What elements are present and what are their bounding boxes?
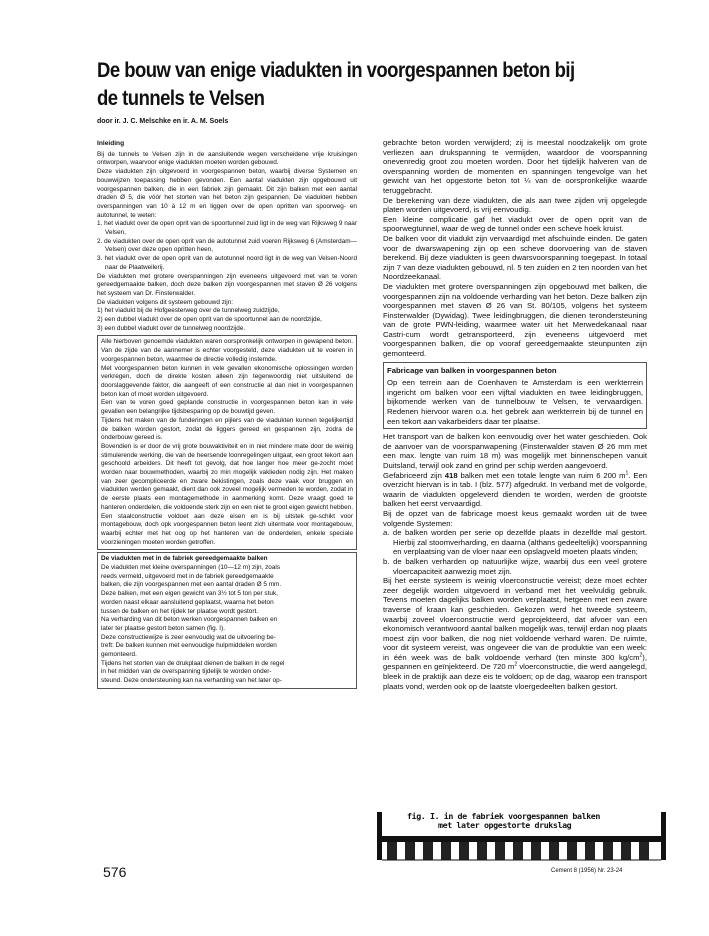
section-heading-inleiding: Inleiding: [97, 140, 125, 147]
deck-slab: [382, 836, 661, 842]
superscript: 2: [639, 652, 643, 659]
right-column: [383, 138, 647, 793]
authors: door ir. J. C. Melschke en ir. A. M. Soels: [97, 118, 229, 125]
paragraph: De berekening van deze viadukten, die als aan twee zijden vrij opgelegde platen worden uitgevoerd, is vrij eenvoudig.: [383, 195, 647, 215]
paragraph: De viadukten volgens dit systeem gebouwd zijn:: [97, 298, 234, 306]
page-number: 576: [103, 864, 127, 880]
text-run: vloerconstructie, die werd aangelegd, bleek in de praktijk aan deze eis te voldoen; op de dag, waarop een transport plaats vond, werden ook op de laatste vloergedeelten balken gestort.: [383, 662, 647, 691]
text-box-fabricage: [383, 362, 647, 430]
paragraph: Bovendien is er door de vrij grote bouwaktiviteit en in niet mindere mate door de weinig stimulerende werking, die van de heersende loonregelingen uitgaat, een groot tekort aan geschoold arbeiders. Dit heeft tot gevolg, dat hoe langer hoe meer ge-zocht moet worden naar bouwmethoden, waarbij zo min mogelijk vaklieden nodig zijn. Het maken van zeer gecompliceerde en zware bekistingen, zoals deze vaak voor bruggen en viadukten werden gemaakt, dient dan ook zoveel mogelijk vermeden te worden, zodat in de eerste plaats een montagemethode in aanmerking komt. Deze vraagt goed te hanteren onderdelen, die voldoende sterk zijn en een niet te groot eigen gewicht hebben. Een staalconstructie voldoet aan deze eisen en is bij uitstek ge-schikt voor montagebouw, doch opk voorgespannen beton leent zich uitermate voor montagebouw, waarbij echter met het oog op het hanteren van de onderdelen, enkele speciale voorzieningen moeten worden getroffen.: [101, 442, 353, 546]
paragraph: De viadukten met grotere overspanningen zijn eveneens uitgevoerd met van te voren gereedgemaakte balken, doch deze balken zijn voorgespannen met staven Ø 26 volgens het systeem van Dr. Finsterwalder.: [97, 272, 357, 297]
paragraph: Een van te voren goed geplande constructie in voorgespannen beton kan in vele gevallen een belangrijke tijdsbesparing op de bouwtijd geven.: [101, 399, 353, 416]
box-line: Na verharding van dit beton werken voorgespannen balken en: [101, 616, 278, 624]
figure-1: [377, 808, 667, 864]
box-line: balken, die zijn voorgespannen met een aantal draden Ø 5 mm.: [101, 581, 282, 589]
paragraph: [383, 471, 647, 509]
paragraph: Deze viadukten zijn uitgevoerd in voorgespannen beton, waarbij diverse Systemen en bouwwijzen toepassing hebben gevonden. Een aantal viadukten zijn opgebouwd uit voorgespannen balken, die in een fabriek zijn gemaakt. Dit zijn balken met een aantal draden Ø 5, die vóór het storten van het beton zijn gespannen. De viadukten hebben overspanningen van 10 à 12 m en liggen over de open opritten van spoorweg- en autotunnel, te weten:: [97, 168, 357, 219]
section-heading-fabriek: De viadukten met in de fabriek gereedgemaakte balken: [101, 555, 268, 563]
box-line: Deze balken, met een eigen gewicht van 3½ tot 5 ton per stuk,: [101, 590, 278, 598]
paragraph: Alle hierboven genoemde viadukten waren oorspronkelijk ontworpen in gewapend beton. Van de zijde van de aannemer is echter voorgesteld, deze viadukten uit te voeren in voorgespannen beton, waarmee de directie volledig instemde.: [101, 338, 353, 363]
list-item: 2. de viadukten over de open oprit van de autotunnel zuid voeren Rijksweg 6 (Amsterdam—Velsen) over deze open opritten heen,: [97, 237, 357, 254]
text-box-fabriek: [97, 552, 357, 689]
box-line: Deze constructiewijze is zeer eenvoudig wat de uitvoering be-: [101, 633, 276, 641]
figure-caption: [407, 812, 600, 830]
text-run: . Een overzicht hiervan is in tab. I (blz. 577) afgedrukt. In verband met de volgorde, waarin de viadukten opgeleverd dienden te worden, werden de grootste balken het eerst vervaardigd.: [383, 470, 647, 509]
box-line: treft: De balken kunnen met eenvoudige hulpmiddelen worden: [101, 642, 277, 650]
paragraph: Een kleine complicatie gaf het viadukt over de open oprit van de spoorwegtunnel, waar de weg de tunnel onder een scheve hoek kruist.: [383, 214, 647, 234]
list-item: a. de balken worden per serie op dezelfde plaats in dezelfde mal gestort. Hierbij zal stoomverharding, en daarna (althans gedeeltelijk) voorspanning en verplaatsing van de vloer naar een opslagveld moeten plaats vinden;: [383, 528, 647, 557]
beam-ribs: [387, 842, 649, 860]
list-item: 1) het viadukt bij de Hofgeesterweg over de tunnelweg zuidzijde,: [97, 307, 280, 315]
list-item: 3) een dubbel viadukt over de tunnelweg noordzijde.: [97, 324, 246, 332]
right-abutment: [661, 812, 666, 860]
box-line: reeds vermeld, uitgevoerd met in de fabriek gereedgemaakte: [101, 572, 274, 580]
box-line: Tijdens het storten van de drukplaat dienen de balken in de regel: [101, 659, 285, 667]
section-heading-fabricage: Fabricage van balken in voorgespannen beton: [387, 365, 557, 375]
paragraph: Op een terrein aan de Coenhaven te Amsterdam is een werkterrein ingericht om balken voor een vijftal viadukten en twee leidingbruggen, bijkomende werken van de tunnelbouw te Velsen, te vervaardigen. Redenen hiervoor waren o.a. het gebrek aan werkterrein bij de tunnel en een tekort aan vakarbeiders daar ter plaatse.: [387, 378, 643, 426]
beam-count: 418: [444, 470, 458, 480]
paragraph: Bij de opzet van de fabricage moest keus gemaakt worden uit de twee volgende Systemen:: [383, 508, 647, 528]
paragraph: Bij de tunnels te Velsen zijn in de aansluitende wegen verscheidene vrije kruisingen ontworpen, waarvoor enige viadukten moeten worden gebouwd.: [97, 150, 357, 167]
text-run: Gefabriceerd zijn: [383, 470, 445, 480]
left-abutment: [377, 812, 382, 860]
text-run: ), gespannen en geïnjekteerd. De 720 m: [383, 652, 647, 672]
box-line: De viadukten met kleine overspanningen (10—12 m) zijn, zoals: [101, 564, 281, 572]
journal-footer: Cement 8 (1956) Nr. 23-24: [551, 868, 623, 874]
paragraph: [383, 576, 647, 691]
superscript: 1: [625, 470, 629, 477]
box-line: tussen de balken en het rijdek ter plaatse wordt gestort.: [101, 607, 259, 615]
paragraph: Tijdens het maken van de funderingen en pijlers van de viadukten kunnen tegelijkertijd de balken worden gestort, zodat de liggers gereed en gespannen zijn, zodra de onderbouw gereed is.: [101, 416, 353, 442]
caption-line: fig. I. in de fabriek voorgespannen balken: [407, 811, 600, 821]
text-run: balken met een totale lengte van ruim 6 200 m: [457, 470, 626, 480]
list-item: b. de balken verharden op natuurlijke wijze, waarbij dus een veel grotere vloercapaciteit aanwezig moet zijn.: [383, 556, 647, 576]
article-title: De bouw van enige viadukten in voorgespannen beton bij de tunnels te Velsen: [97, 58, 575, 110]
paragraph: gebrachte beton worden verwijderd; zij is meestal noodzakelijk om grote verliezen aan drukspanning te vermijden, waardoor de voorspanning onevenredig groot zou moeten worden. Door het tijdelijk halveren van de overspanning worden de momenten en spanningen tengevolge van het gewicht van het opgestorte beton tot ¼ van de oorspronkelijke waarde teruggebracht.: [383, 138, 647, 195]
caption-line: met later opgestorte drukslag: [438, 820, 572, 830]
list-item: 2) een dubbel viadukt over de open oprit van de spoortunnel aan de noordzijde,: [97, 316, 322, 324]
paragraph: Met voorgespannen beton kunnen in vele gevallen ekonomische oplossingen worden verkregen, doch de direkte kosten alleen zijn tegenwoordig niet uitsluitend de doorslaggevende faktor, die aangeeft of een constructie al dan niet in voorgespannen beton kan of moet worden uitgevoerd.: [101, 364, 353, 398]
list-item: 1. het viadukt over de open oprit van de spoortunnel zuid ligt in de weg van Rijksweg 9 naar Velsen,: [97, 220, 357, 237]
box-line: steund. Deze ondersteuning kan na verharding van het later op-: [101, 677, 282, 685]
paragraph: De viadukten met grotere overspanningen zijn opgebouwd met balken, die voorgespannen zijn na voldoende verharding van het beton. Deze balken zijn voorgespannen met staven Ø 26 van St. 80/105, volgens het systeem Finsterwalder (Dywidag). Twee leidingbruggen, die dienen terondersteuning van de grote PWN-leiding, waarmee water uit het Merwedekanaal naar Castri-cum wordt getransporteerd, zijn eveneens uitgevoerd met voorgespannen balken, die op vooraf gereedgemaakte steunpunten zijn gemonteerd.: [383, 281, 647, 359]
list-item: 3. het viadukt over de open oprit van de autotunnel noord ligt in de weg van Velsen-Noord naar de Plaatweilerij.: [97, 255, 357, 271]
paragraph: Het transport van de balken kon eenvoudig over het water geschieden. Ook de aanvoer van de voorspanwapening (Finsterwalder staven Ø 26 mm met een max. lengte van ruim 18 m) was mogelijk met binnenschepen vanuit Duitsland, terwijl ook zand en grind per schip werden aangevoerd.: [383, 432, 647, 470]
box-line: later ter plaatse gestort beton samen (fig. I).: [101, 624, 225, 632]
text-run: Bij het eerste systeem is weinig vloerconstructie vereist; deze moet echter zeer degelijk worden uitgevoerd in verband met het veelvuldig gebruik. Tevens moeten dagelijks balken worden verplaatst, hetgeen met een zware traverse of kraan kan geschieden. Gekozen werd het tweede systeem, waarbij zoveel vloerconstructie werd geprojekteerd, dat afvoer van een ekonomisch verantwoord aantal balken mogelijk was, terwijl erdan nog plaats moest zijn voor balken, die nog niet voldoende verhard waren. De ruimte, voor dit systeem vereist, was ongeveer die van de produktie van een week: in één week was de balk voldoende verhard (ten minste 300 kg/cm: [383, 576, 647, 662]
box-line: worden naast elkaar aansluitend geplaatst, waarna het beton: [101, 598, 274, 606]
superscript: 2: [514, 661, 518, 668]
box-line: gemonteerd.: [101, 651, 137, 659]
paragraph: De balken voor dit viadukt zijn vervaardigd met afschuinde einden. De gaten voor de dwarswapening zijn op een scheve doorvoering van de staven berekend. Bij deze viadukten is geen dwarsvoorspanning toegepast. In totaal zijn 7 van deze viadukten gebouwd, nl. 5 ten zuiden en 2 ten noorden van het Noordzeekanaal.: [383, 233, 647, 282]
text-box: [97, 335, 357, 550]
box-line: in het midden van de overspanning tijdelijk te worden onder-: [101, 668, 272, 676]
left-column: [97, 140, 357, 804]
